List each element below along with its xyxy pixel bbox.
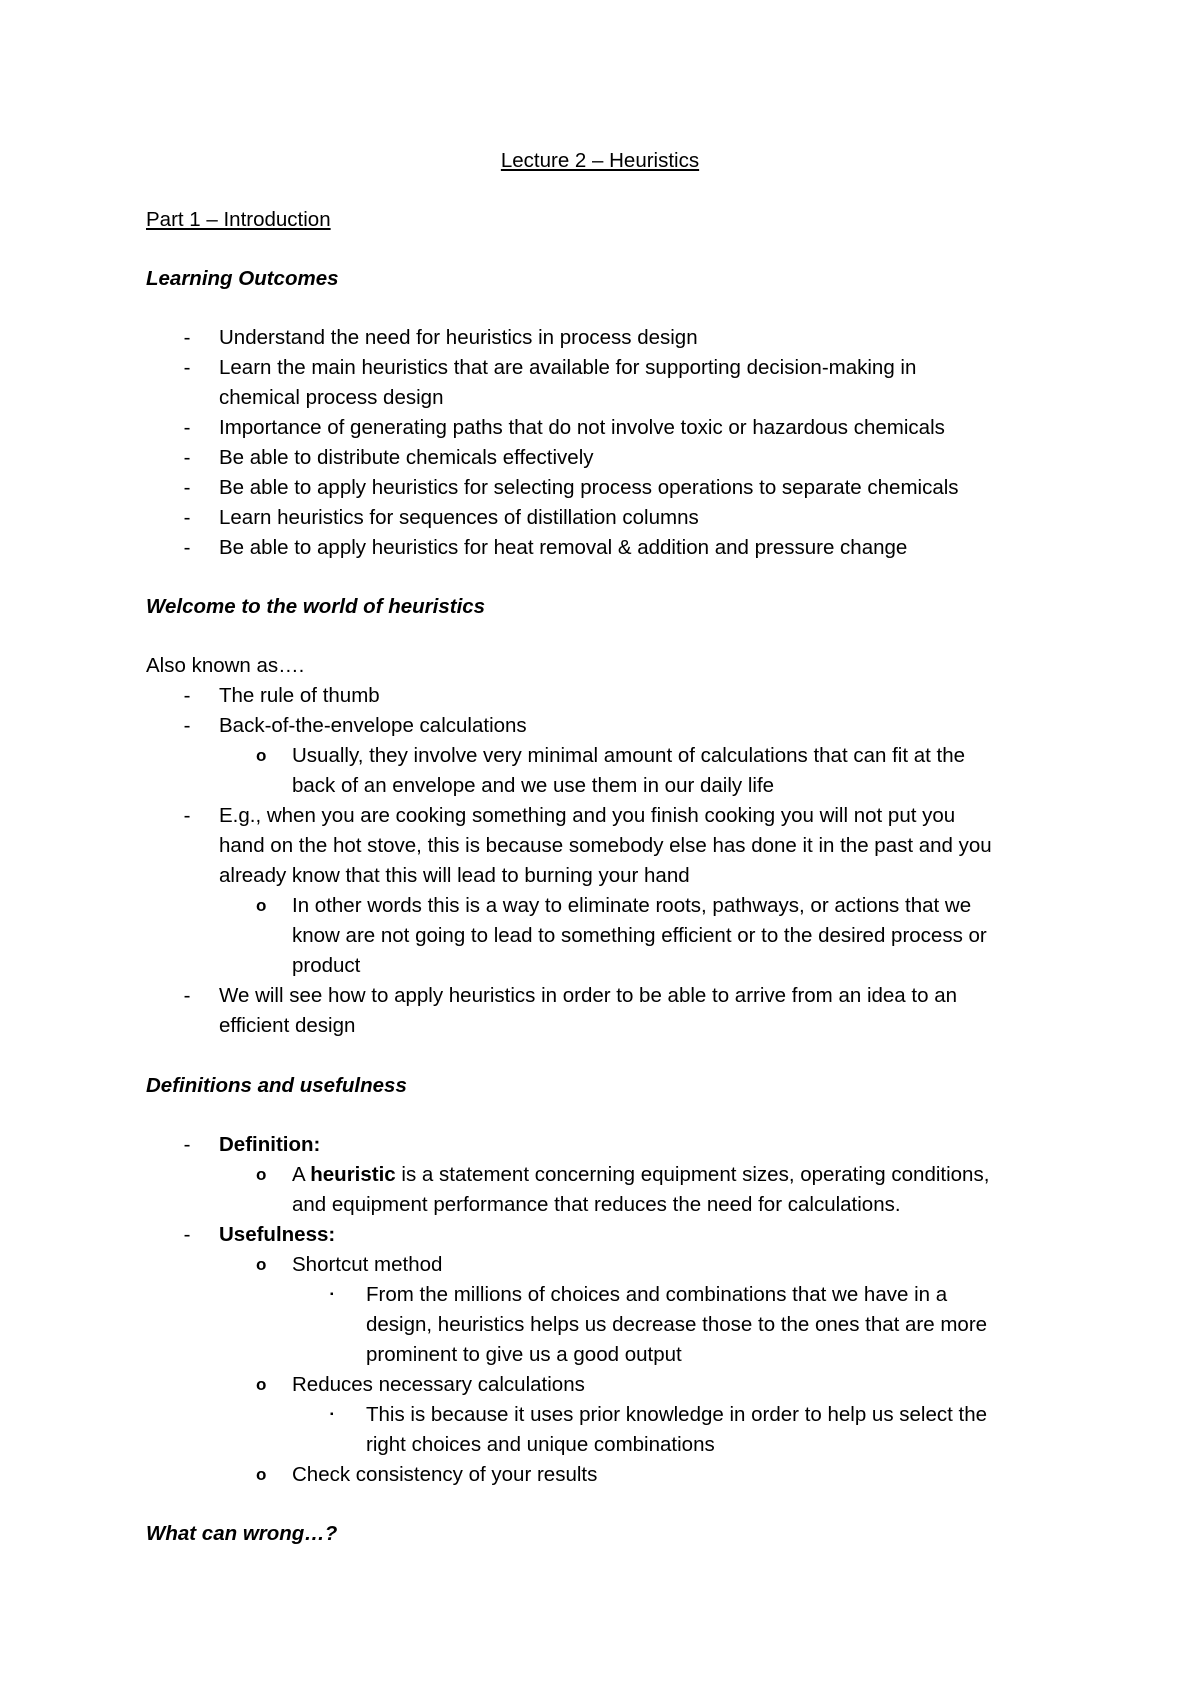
sub-list-item: Reduces necessary calculations <box>292 1373 585 1396</box>
part-heading: Part 1 – Introduction <box>146 208 331 231</box>
sub-sub-list-item-continuation: design, heuristics helps us decrease those to the ones that are more <box>366 1313 988 1336</box>
sub-list-item: In other words this is a way to eliminate roots, pathways, or actions that we <box>292 894 972 917</box>
list-item-continuation: efficient design <box>219 1014 356 1037</box>
list-item: Be able to apply heuristics for selecting process operations to separate chemicals <box>219 476 959 499</box>
dash-bullet: - <box>183 326 191 349</box>
sub-sub-list-item-continuation: right choices and unique combinations <box>366 1433 715 1456</box>
circle-bullet-icon: o <box>256 1375 267 1394</box>
dash-bullet: - <box>183 1133 191 1156</box>
dash-bullet: - <box>183 804 191 827</box>
list-item: Be able to apply heuristics for heat removal & addition and pressure change <box>219 536 908 559</box>
heuristic-definition <box>292 1160 989 1190</box>
dash-bullet: - <box>183 506 191 529</box>
list-item: We will see how to apply heuristics in order to be able to arrive from an idea to an <box>219 984 957 1007</box>
sub-list-item-continuation: product <box>292 954 361 977</box>
list-item: Learn the main heuristics that are available for supporting decision-making in <box>219 356 917 379</box>
list-item: Understand the need for heuristics in process design <box>219 326 698 349</box>
sub-sub-list-item: From the millions of choices and combinations that we have in a <box>366 1283 948 1306</box>
sub-list-item-continuation: and equipment performance that reduces the need for calculations. <box>292 1193 901 1216</box>
list-item-continuation: hand on the hot stove, this is because somebody else has done it in the past and you <box>219 834 992 857</box>
sub-list-item: Shortcut method <box>292 1253 443 1276</box>
also-known-as: Also known as…. <box>146 654 305 677</box>
heuristic-prefix: A <box>292 1163 311 1186</box>
page-title: Lecture 2 – Heuristics <box>500 149 700 172</box>
welcome-heading: Welcome to the world of heuristics <box>146 595 486 618</box>
sub-list-item: Usually, they involve very minimal amount of calculations that can fit at the <box>292 744 966 767</box>
list-item: Learn heuristics for sequences of distillation columns <box>219 506 699 529</box>
circle-bullet-icon: o <box>256 896 267 915</box>
list-item: The rule of thumb <box>219 684 380 707</box>
what-can-wrong-heading: What can wrong…? <box>146 1522 338 1545</box>
sub-list-item-continuation: back of an envelope and we use them in our daily life <box>292 774 775 797</box>
square-bullet-icon: ▪ <box>330 1409 334 1420</box>
dash-bullet: - <box>183 416 191 439</box>
list-item: E.g., when you are cooking something and you finish cooking you will not put you <box>219 804 956 827</box>
definitions-heading: Definitions and usefulness <box>146 1074 407 1097</box>
circle-bullet-icon: o <box>256 746 267 765</box>
dash-bullet: - <box>183 446 191 469</box>
list-item: Importance of generating paths that do not involve toxic or hazardous chemicals <box>219 416 945 439</box>
circle-bullet-icon: o <box>256 1255 267 1274</box>
dash-bullet: - <box>183 684 191 707</box>
list-item: Back-of-the-envelope calculations <box>219 714 527 737</box>
dash-bullet: - <box>183 984 191 1007</box>
sub-sub-list-item: This is because it uses prior knowledge in order to help us select the <box>366 1403 988 1426</box>
dash-bullet: - <box>183 714 191 737</box>
dash-bullet: - <box>183 1223 191 1246</box>
square-bullet-icon: ▪ <box>330 1289 334 1300</box>
heuristic-term: heuristic <box>310 1163 396 1186</box>
sub-list-item-continuation: know are not going to lead to something efficient or to the desired process or <box>292 924 987 947</box>
list-item: Be able to distribute chemicals effectively <box>219 446 594 469</box>
dash-bullet: - <box>183 476 191 499</box>
usefulness-label: Usefulness: <box>219 1223 336 1246</box>
sub-list-item: Check consistency of your results <box>292 1463 598 1486</box>
circle-bullet-icon: o <box>256 1165 267 1184</box>
definition-label: Definition: <box>219 1133 321 1156</box>
dash-bullet: - <box>183 536 191 559</box>
dash-bullet: - <box>183 356 191 379</box>
list-item-continuation: already know that this will lead to burning your hand <box>219 864 690 887</box>
heuristic-rest: is a statement concerning equipment sizes, operating conditions, <box>395 1163 990 1186</box>
list-item-continuation: chemical process design <box>219 386 444 409</box>
sub-sub-list-item-continuation: prominent to give us a good output <box>366 1343 682 1366</box>
learning-outcomes-heading: Learning Outcomes <box>146 267 339 290</box>
circle-bullet-icon: o <box>256 1465 267 1484</box>
